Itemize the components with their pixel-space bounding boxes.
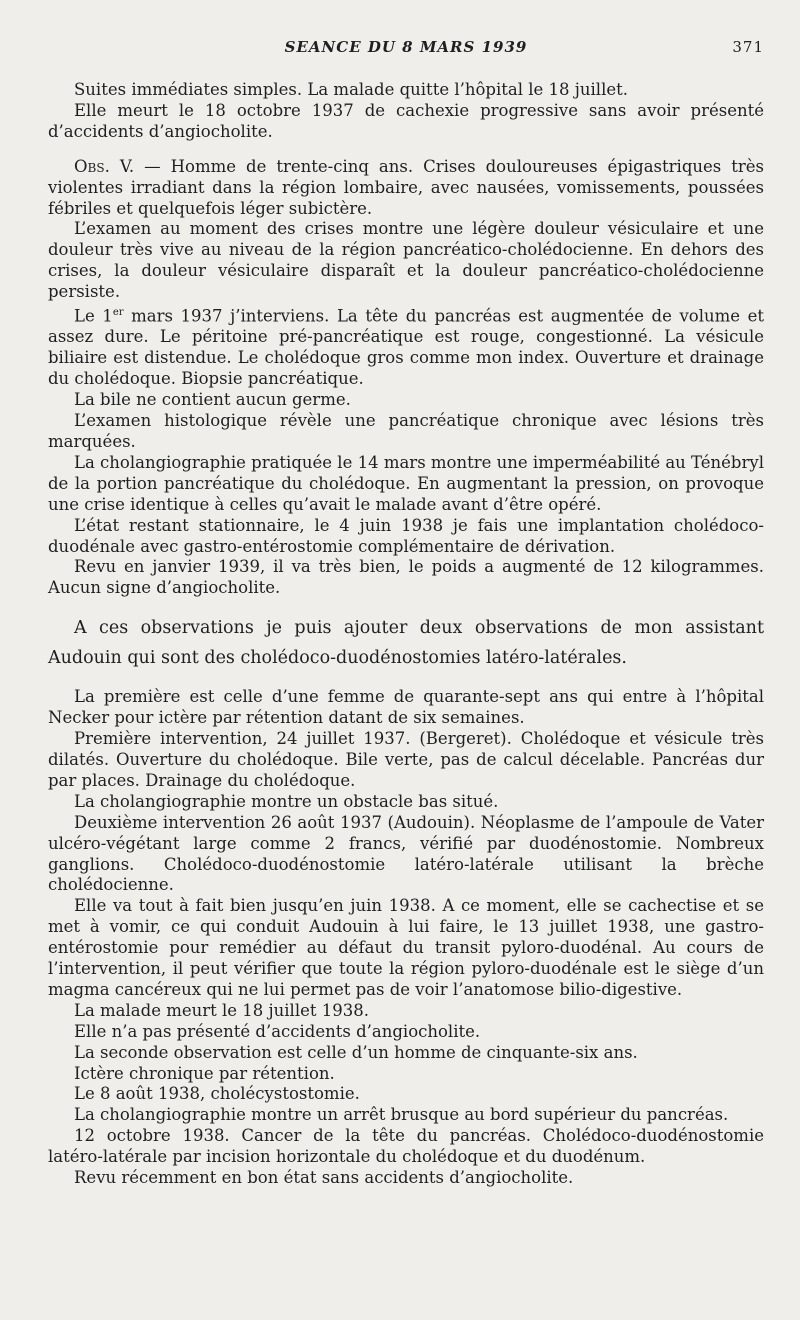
paragraph: Le 8 août 1938, cholécystostomie. <box>74 1084 360 1104</box>
paragraph: Suites immédiates simples. La malade quitte l’hôpital le 18 juillet. <box>74 80 628 99</box>
body-text <box>48 80 764 1189</box>
paragraph: Elle n’a pas présenté d’accidents d’angiocholite. <box>74 1021 481 1041</box>
paragraph: 12 octobre 1938. Cancer de la tête du pancréas. Cholédoco-duodénostomie latéro-latérale par incision horizontale du cholédoque et du duodénum. <box>48 1126 764 1167</box>
paragraph: L’examen histologique révèle une pancréatique chronique avec lésions très marquées. <box>48 411 764 451</box>
paragraph: La malade meurt le 18 juillet 1938. <box>74 1000 369 1020</box>
paragraph: L’examen au moment des crises montre une légère douleur vésiculaire et une douleur très vive au niveau de la région pancréatico-cholédocienne. En dehors des crises, la douleur vésiculaire disparaît et la douleur pancréatico-cholédocienne persiste. <box>48 219 764 302</box>
paragraph: Revu récemment en bon état sans accidents d’angiocholite. <box>74 1168 574 1188</box>
running-title: SEANCE DU 8 MARS 1939 <box>284 38 528 56</box>
paragraph: La cholangiographie montre un arrêt brusque au bord supérieur du pancréas. <box>74 1105 729 1125</box>
le-prefix: Le 1 <box>74 306 113 326</box>
paragraph: Elle meurt le 18 octobre 1937 de cachexie progressive sans avoir présenté d’accidents d’angiocholite. <box>48 100 764 141</box>
paragraph-intro: A ces observations je puis ajouter deux observations de mon assistant Audouin qui sont des cholédoco-duodénostomies latéro-latérales. <box>48 618 764 669</box>
obs-text: Homme de trente-cinq ans. Crises douloureuses épigastriques très violentes irradiant dans la région lombaire, avec nausées, vomissements, poussées fébriles et quelquefois léger subictère. <box>48 156 765 218</box>
paragraph: La cholangiographie montre un obstacle bas situé. <box>74 791 499 811</box>
paragraph: L’état restant stationnaire, le 4 juin 1938 je fais une implantation cholédoco-duodénale avec gastro-entérostomie complémentaire de dérivation. <box>48 515 764 556</box>
paragraph: Elle va tout à fait bien jusqu’en juin 1938. A ce moment, elle se cachectise et se met à vomir, ce qui conduit Audouin à lui faire, le 13 juillet 1938, une gastro-entérostomie pour remédier au défaut du transit pyloro-duodénal. Au cours de l’intervention, il peut vérifier que toute la région pyloro-duodénale est le siège d’un magma cancéreux qui ne lui permet pas de voir l’anatomose bilio-digestive. <box>48 896 764 999</box>
ordinal-superscript: er <box>112 307 124 319</box>
page-header <box>48 38 764 62</box>
obs-label: Obs. V. — <box>74 156 161 176</box>
paragraph: La première est celle d’une femme de quarante-sept ans qui entre à l’hôpital Necker pour ictère par rétention datant de six semaines. <box>48 687 764 728</box>
paragraph: Deuxième intervention 26 août 1937 (Audouin). Néoplasme de l’ampoule de Vater ulcéro-végétant large comme 2 francs, vérifié par duodénostomie. Nombreux ganglions. Cholédoco-duodénostomie latéro-latérale utilisant la brèche cholédocienne. <box>48 812 764 895</box>
paragraph: Première intervention, 24 juillet 1937. (Bergeret). Cholédoque et vésicule très dilatés. Ouverture du cholédoque. Bile verte, pas de calcul décelable. Pancréas dur par places. Drainage du cholédoque. <box>48 729 764 790</box>
paragraph-obs-v <box>48 157 764 220</box>
paragraph-text: mars 1937 j’interviens. La tête du pancréas est augmentée de volume et assez dure. Le péritoine pré-pancréatique est rouge, congestionné. La vésicule biliaire est distendue. Le cholédoque gros comme mon index. Ouverture et drainage du cholédoque. Biopsie pancréatique. <box>48 306 764 389</box>
paragraph <box>48 303 764 390</box>
paragraph: La cholangiographie pratiquée le 14 mars montre une imperméabilité au Ténébryl de la portion pancréatique du cholédoque. En augmentant la pression, on provoque une crise identique à celles qu’avait le malade avant d’être opéré. <box>48 452 764 514</box>
paragraph: Ictère chronique par rétention. <box>74 1063 335 1083</box>
paragraph: La seconde observation est celle d’un homme de cinquante-six ans. <box>74 1042 638 1062</box>
page-number: 371 <box>732 38 764 56</box>
paragraph: Revu en janvier 1939, il va très bien, le poids a augmenté de 12 kilogrammes. Aucun signe d’angiocholite. <box>48 557 764 598</box>
paragraph: La bile ne contient aucun germe. <box>74 390 351 410</box>
